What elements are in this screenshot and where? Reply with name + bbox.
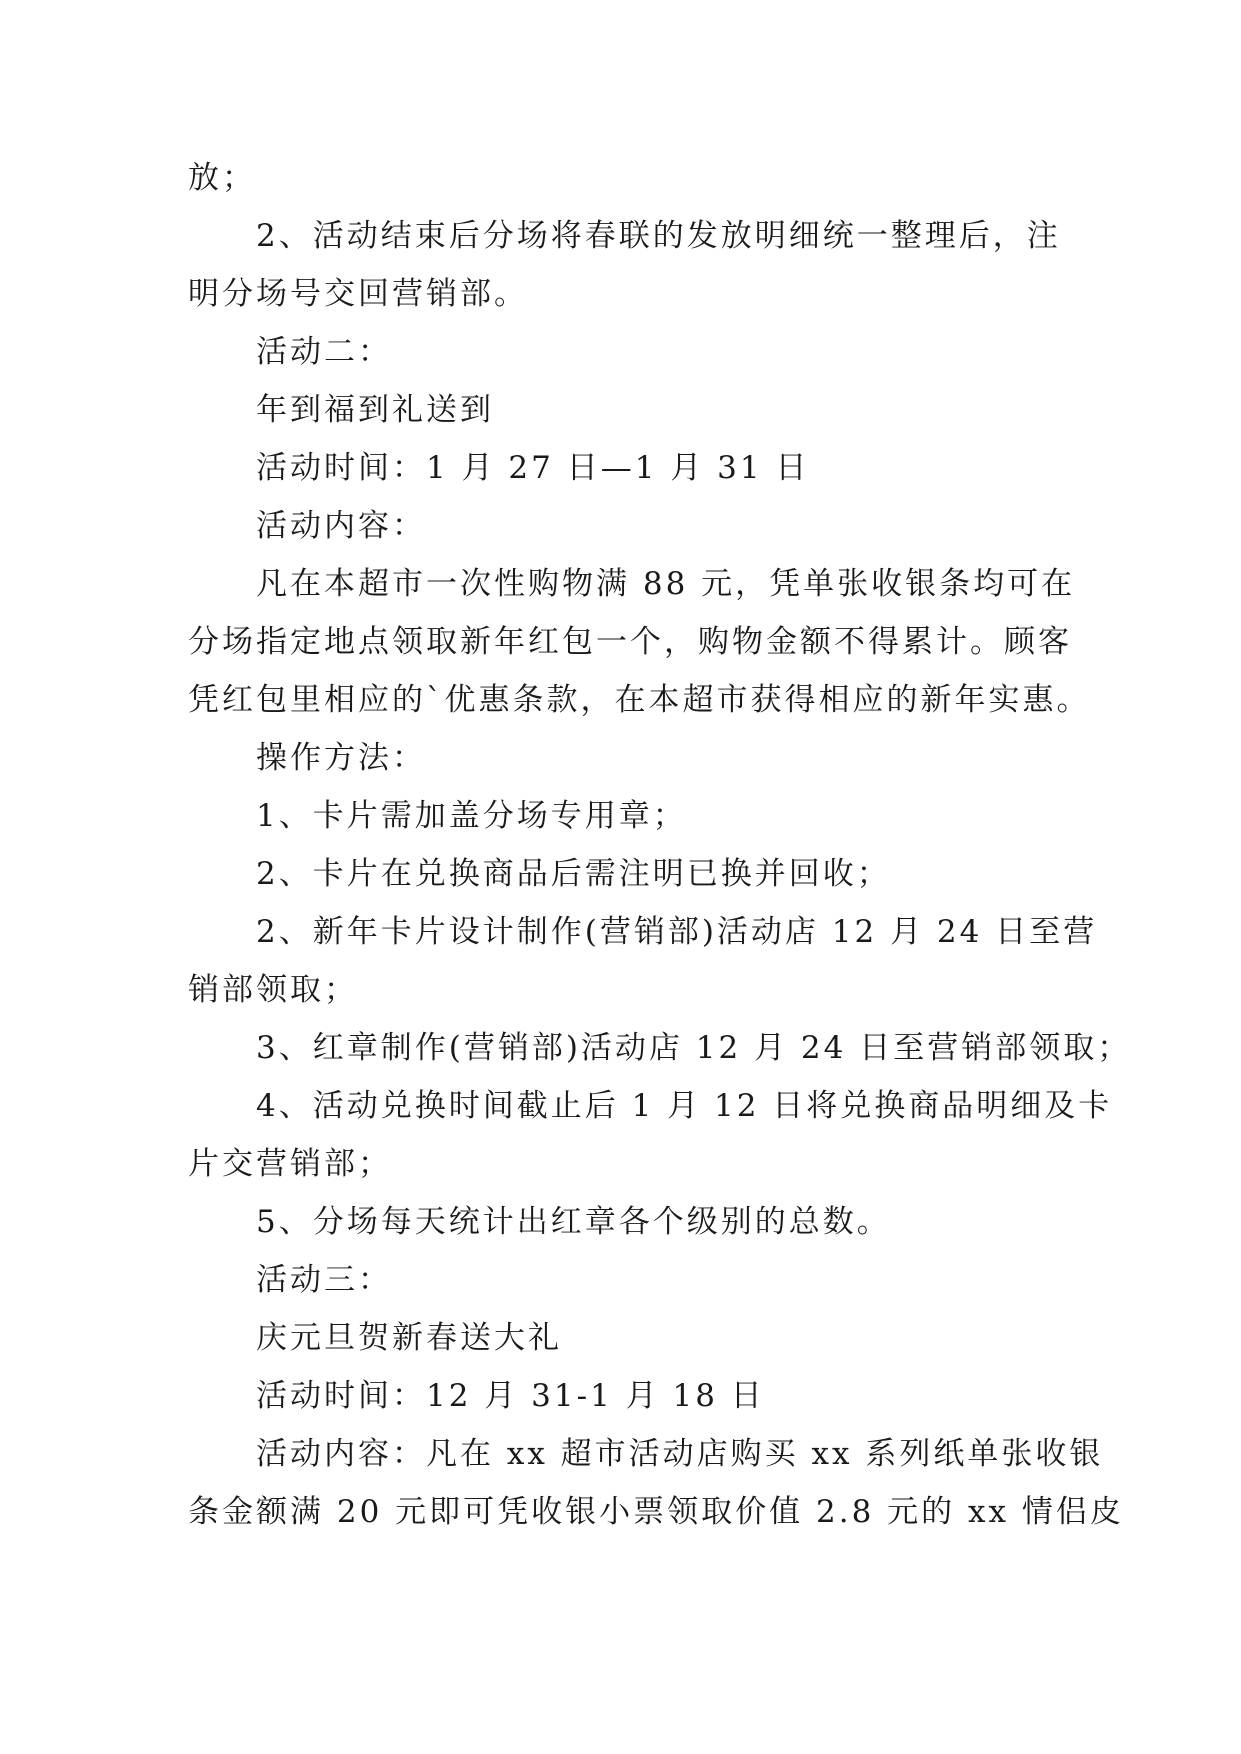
- paragraph-line: 条金额满 20 元即可凭收银小票领取价值 2.8 元的 xx 情侣皮: [188, 1494, 1124, 1530]
- list-item: 1、卡片需加盖分场专用章；: [256, 798, 687, 834]
- paragraph-line: 2、活动结束后分场将春联的发放明细统一整理后，注: [256, 218, 1061, 254]
- paragraph-line: 分场指定地点领取新年红包一个，购物金额不得累计。顾客: [188, 624, 1072, 660]
- section-title: 庆元旦贺新春送大礼: [256, 1320, 562, 1356]
- document-page: [188, 158, 1132, 1550]
- paragraph-line: 活动时间：1 月 27 日—1 月 31 日: [256, 450, 810, 486]
- list-item: 5、分场每天统计出红章各个级别的总数。: [256, 1204, 891, 1240]
- list-item: 2、卡片在兑换商品后需注明已换并回收；: [256, 856, 891, 892]
- list-item: 3、红章制作(营销部)活动店 12 月 24 日至营销部领取；: [256, 1030, 1132, 1066]
- paragraph-line: 活动内容：凡在 xx 超市活动店购买 xx 系列纸单张收银: [256, 1436, 1104, 1472]
- paragraph-line: 凭红包里相应的`优惠条款，在本超市获得相应的新年实惠。: [188, 682, 1091, 718]
- list-item: 2、新年卡片设计制作(营销部)活动店 12 月 24 日至营: [256, 914, 1098, 950]
- paragraph-line: 明分场号交回营销部。: [188, 276, 528, 312]
- paragraph-line: 销部领取；: [188, 972, 358, 1008]
- paragraph-line: 活动内容：: [256, 508, 426, 544]
- list-item: 4、活动兑换时间截止后 1 月 12 日将兑换商品明细及卡: [256, 1088, 1113, 1124]
- section-heading: 活动二：: [256, 334, 392, 370]
- paragraph-line: 操作方法：: [256, 740, 426, 776]
- paragraph-line: 凡在本超市一次性购物满 88 元，凭单张收银条均可在: [256, 566, 1076, 602]
- section-heading: 活动三：: [256, 1262, 392, 1298]
- section-title: 年到福到礼送到: [256, 392, 494, 428]
- paragraph-line: 放；: [188, 160, 256, 196]
- paragraph-line: 活动时间：12 月 31-1 月 18 日: [256, 1378, 765, 1414]
- paragraph-line: 片交营销部；: [188, 1146, 392, 1182]
